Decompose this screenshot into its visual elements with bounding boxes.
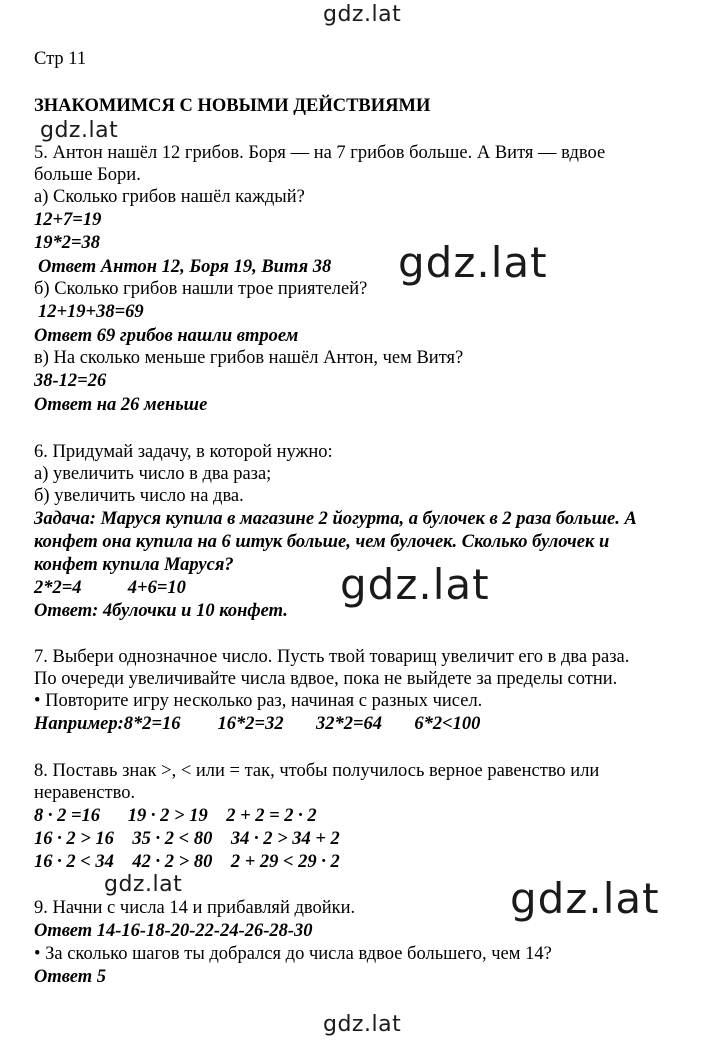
page-label: Стр 11 bbox=[34, 49, 87, 69]
watermark-large-1: gdz.lat bbox=[398, 238, 548, 287]
task7-question-line1: 7. Выбери однозначное число. Пусть твой товарищ увеличит его в два раза. bbox=[34, 647, 630, 667]
task5-part-a-step1: 12+7=19 bbox=[34, 210, 102, 230]
task8-row3: 16 · 2 < 34 42 · 2 > 80 2 + 29 < 29 · 2 bbox=[34, 852, 340, 872]
task6-problem-line2: конфет она купила на 6 штук больше, чем булочек. Сколько булочек и bbox=[34, 532, 610, 552]
task8-row1: 8 · 2 =16 19 · 2 > 19 2 + 2 = 2 · 2 bbox=[34, 806, 317, 826]
page-heading: ЗНАКОМИМСЯ С НОВЫМИ ДЕЙСТВИЯМИ bbox=[34, 96, 431, 116]
task8-row2: 16 · 2 > 16 35 · 2 < 80 34 · 2 > 34 + 2 bbox=[34, 829, 340, 849]
task5-part-c-answer: Ответ на 26 меньше bbox=[34, 395, 208, 415]
task5-part-b-step1: 12+19+38=69 bbox=[38, 302, 144, 322]
task5-question-line1: 5. Антон нашёл 12 грибов. Боря — на 7 грибов больше. А Витя — вдвое bbox=[34, 143, 606, 163]
task5-part-b-question: б) Сколько грибов нашли трое приятелей? bbox=[34, 279, 368, 299]
task7-question-line3: • Повторите игру несколько раз, начиная с разных чисел. bbox=[34, 691, 483, 711]
watermark-small-1: gdz.lat bbox=[40, 118, 119, 143]
task5-part-a-step2: 19*2=38 bbox=[34, 233, 101, 253]
task8-question-line1: 8. Поставь знак >, < или = так, чтобы получилось верное равенство или bbox=[34, 761, 600, 781]
task9-question-line2: • За сколько шагов ты добрался до числа вдвое большего, чем 14? bbox=[34, 944, 552, 964]
task6-problem-line1: Задача: Маруся купила в магазине 2 йогурта, а булочек в 2 раза больше. А bbox=[34, 509, 637, 529]
watermark-small-2: gdz.lat bbox=[104, 872, 183, 897]
watermark-large-2: gdz.lat bbox=[340, 560, 490, 609]
task6-answer: Ответ: 4булочки и 10 конфет. bbox=[34, 601, 288, 621]
task8-question-line2: неравенство. bbox=[34, 783, 136, 803]
task9-question-line1: 9. Начни с числа 14 и прибавляй двойки. bbox=[34, 898, 356, 918]
task6-solution: 2*2=4 4+6=10 bbox=[34, 578, 186, 598]
task5-part-a-question: а) Сколько грибов нашёл каждый? bbox=[34, 187, 305, 207]
task7-answer: Например:8*2=16 16*2=32 32*2=64 6*2<100 bbox=[34, 714, 481, 734]
task7-question-line2: По очереди увеличивайте числа вдвое, пока не выйдете за пределы сотни. bbox=[34, 669, 618, 689]
task5-question-line2: больше Бори. bbox=[34, 165, 141, 185]
watermark-large-3: gdz.lat bbox=[510, 874, 660, 923]
task5-part-c-step1: 38-12=26 bbox=[34, 371, 107, 391]
task5-part-b-answer: Ответ 69 грибов нашли втроем bbox=[34, 326, 299, 346]
task9-answer2: Ответ 5 bbox=[34, 967, 107, 987]
task6-question-line2: а) увеличить число в два раза; bbox=[34, 464, 272, 484]
task5-part-c-question: в) На сколько меньше грибов нашёл Антон, чем Витя? bbox=[34, 348, 464, 368]
task9-answer1: Ответ 14-16-18-20-22-24-26-28-30 bbox=[34, 921, 313, 941]
task6-question-line3: б) увеличить число на два. bbox=[34, 486, 244, 506]
task6-question-line1: 6. Придумай задачу, в которой нужно: bbox=[34, 442, 333, 462]
task5-part-a-answer: Ответ Антон 12, Боря 19, Витя 38 bbox=[38, 257, 332, 277]
watermark-bottom: gdz.lat bbox=[323, 1012, 402, 1037]
watermark-top: gdz.lat bbox=[323, 2, 402, 27]
task6-problem-line3: конфет купила Маруся? bbox=[34, 555, 234, 575]
